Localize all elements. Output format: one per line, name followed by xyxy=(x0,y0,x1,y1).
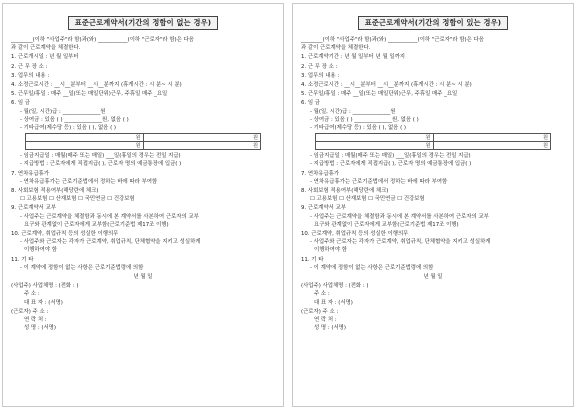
doc-line: - 연차유급휴가는 근로기준법에서 정하는 바에 따라 부여함 xyxy=(20,178,158,185)
doc-line: - 기타급여(제수당 등) : 있음 ( ), 없음 ( ) xyxy=(310,125,407,132)
doc-line: 11. 기 타 xyxy=(301,256,324,263)
table-row xyxy=(316,134,551,142)
doc-body-top xyxy=(11,36,275,132)
doc-line: 1. 근로계약기간 : 년 월 일부터 년 월 일까지 xyxy=(301,54,405,61)
doc-line: 2. 근 무 장 소 : xyxy=(301,63,338,70)
doc-line: - 연차유급휴가는 근로기준법에서 정하는 바에 따라 부여함 xyxy=(310,178,448,185)
doc-line: 3. 업무의 내용 : xyxy=(301,72,340,79)
doc-line: 요구와 관계없이 근로자에게 교부함(근로기준법 제17조 이행) xyxy=(24,221,169,228)
doc-line: 2. 근 무 장 소 : xyxy=(11,63,48,70)
table-row xyxy=(26,134,261,142)
doc-body-bottom xyxy=(301,152,565,332)
table-cell: 원 xyxy=(143,142,261,150)
doc-line: 3. 업무의 내용 : xyxy=(11,72,50,79)
doc-line: 년 월 일 xyxy=(133,274,153,281)
doc-line: 9. 근로계약서 교부 xyxy=(301,205,347,212)
table-cell: 원 xyxy=(143,134,261,142)
doc-line: - 임금지급일 : 매월(매주 또는 매일) ___일(휴일의 경우는 전일 지급) xyxy=(310,153,471,160)
doc-line: 연 락 처 : xyxy=(24,317,47,324)
table-row xyxy=(316,142,551,150)
doc-line: 과 같이 근로계약을 체결한다. xyxy=(301,45,371,52)
doc-line: 6. 임 금 xyxy=(301,100,320,107)
contract-doc-indefinite xyxy=(2,3,284,407)
doc-line: 주 소 : xyxy=(24,291,40,298)
doc-line: 6. 임 금 xyxy=(11,100,30,107)
doc-title: 표준근로계약서(기간의 정함이 없는 경우) xyxy=(68,16,219,30)
doc-line: - 지급방법 : 근로자에게 직접지급( ), 근로자 명의 예금통장에 입금( ) xyxy=(310,161,472,168)
doc-line: (근로자) 주 소 : xyxy=(11,308,49,315)
doc-line: - 사업주는 근로계약을 체결함과 동시에 본 계약서를 사본하여 근로자의 교부 xyxy=(310,213,489,220)
doc-line: - 기타급여(제수당 등) : 있음 ( ), 없음 ( ) xyxy=(20,125,117,132)
contract-doc-fixed-term xyxy=(292,3,574,407)
table-cell: 원 xyxy=(433,142,551,150)
doc-line: - 월(일, 시간)급 : ______________원 xyxy=(20,108,106,115)
doc-line: 요구와 관계없이 근로자에게 교부함(근로기준법 제17조 이행) xyxy=(314,221,459,228)
doc-line: 1. 근로개시일 : 년 월 일부터 xyxy=(11,54,79,61)
doc-line: - 이 계약에 정함이 없는 사항은 근로기준법령에 의함 xyxy=(20,264,144,271)
doc-line: 10. 근로계약, 취업규칙 등의 성실한 이행의무 xyxy=(301,231,409,238)
doc-line: 이행하여야 함 xyxy=(314,247,347,254)
table-row xyxy=(26,142,261,150)
doc-line: - 사업주와 근로자는 각자가 근로계약, 취업규칙, 단체협약을 지키고 성실하게 xyxy=(20,239,201,246)
doc-line: - 사업주와 근로자는 각자가 근로계약, 취업규칙, 단체협약을 지키고 성실하게 xyxy=(310,239,491,246)
doc-title: 표준근로계약서(기간의 정함이 있는 경우) xyxy=(358,16,509,30)
doc-line: 4. 소정근로시간 : __시__분부터 __시__분까지 (휴게시간 : 시 분~ 시 분) xyxy=(301,82,472,89)
doc-line: 대 표 자 : (서명) xyxy=(24,299,63,306)
doc-line: - 이 계약에 정함이 없는 사항은 근로기준법령에 의함 xyxy=(310,264,434,271)
doc-line: (사업주) 사업체명 : (전화 : ) xyxy=(11,283,79,290)
doc-line: 5. 근무일/휴일 : 매주 __일(또는 매일단위)근무, 주휴일 매주 _요일 xyxy=(301,91,458,98)
doc-line: 8. 사회보험 적용여부(해당란에 체크) xyxy=(11,188,99,195)
allowance-table xyxy=(315,133,551,150)
doc-line: ☐ 고용보험 ☐ 산재보험 ☐ 국민연금 ☐ 건강보험 xyxy=(20,196,135,203)
doc-line: 4. 소정근로시간 : __시__분부터 __시__분까지 (휴게시간 : 시 분~ 시 분) xyxy=(11,82,182,89)
doc-line: - 사업주는 근로계약을 체결함과 동시에 본 계약서를 사본하여 근로자의 교부 xyxy=(20,213,199,220)
doc-line: - 월(일, 시간)급 : ______________원 xyxy=(310,108,396,115)
doc-line: ________(이하 "사업주"라 함)과(와) ___________(이하 "근로자"라 함)은 다음 xyxy=(301,37,484,43)
doc-line: 9. 근로계약서 교부 xyxy=(11,205,57,212)
doc-line: ☐ 고용보험 ☐ 산재보험 ☐ 국민연금 ☐ 건강보험 xyxy=(310,196,425,203)
doc-line: - 임금지급일 : 매월(매주 또는 매일) ___일(휴일의 경우는 전일 지급) xyxy=(20,153,181,160)
doc-line: 8. 사회보험 적용여부(해당란에 체크) xyxy=(301,188,389,195)
doc-body-top xyxy=(301,36,565,132)
doc-line: 7. 연차유급휴가 xyxy=(301,170,340,177)
doc-line: 7. 연차유급휴가 xyxy=(11,170,50,177)
doc-line: - 상여금 : 있음 ( ) ______________원, 없음 ( ) xyxy=(20,116,129,123)
doc-line: 성 명 : (서명) xyxy=(314,325,346,332)
doc-line: 10. 근로계약, 취업규칙 등의 성실한 이행의무 xyxy=(11,231,119,238)
doc-line: 대 표 자 : (서명) xyxy=(314,299,353,306)
doc-line: 성 명 : (서명) xyxy=(24,325,56,332)
table-cell: 원 xyxy=(26,142,144,150)
doc-line: 주 소 : xyxy=(314,291,330,298)
doc-line: 5. 근무일/휴일 : 매주 __일(또는 매일단위)근무, 주휴일 매주 _요일 xyxy=(11,91,168,98)
doc-line: (근로자) 주 소 : xyxy=(301,308,339,315)
table-cell: 원 xyxy=(316,142,434,150)
doc-line: 과 같이 근로계약을 체결한다. xyxy=(11,45,81,52)
doc-line: ________(이하 "사업주"라 함)과(와) ___________(이하 "근로자"라 함)은 다음 xyxy=(11,37,194,43)
table-cell: 원 xyxy=(316,134,434,142)
doc-line: - 지급방법 : 근로자에게 직접지급( ), 근로자 명의 예금통장에 입금( ) xyxy=(20,161,182,168)
doc-line: (사업주) 사업체명 : (전화 : ) xyxy=(301,283,369,290)
doc-line: 11. 기 타 xyxy=(11,256,34,263)
table-cell: 원 xyxy=(433,134,551,142)
doc-body-bottom xyxy=(11,152,275,332)
table-cell: 원 xyxy=(26,134,144,142)
doc-line: 년 월 일 xyxy=(423,274,443,281)
allowance-table xyxy=(25,133,261,150)
doc-line: - 상여금 : 있음 ( ) ______________원, 없음 ( ) xyxy=(310,116,419,123)
doc-line: 연 락 처 : xyxy=(314,317,337,324)
doc-line: 이행하여야 함 xyxy=(24,247,57,254)
